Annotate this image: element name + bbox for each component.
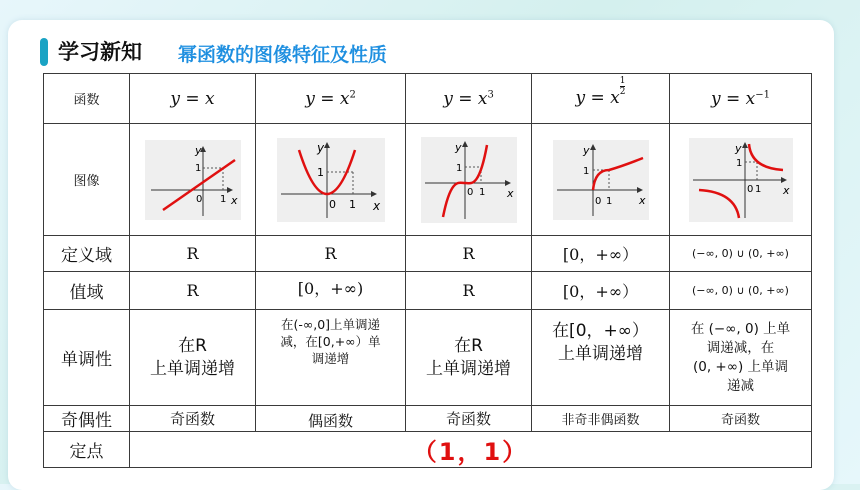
range-5: (−∞, 0) ∪ (0, +∞) [670,272,812,310]
mono-4 [532,310,670,406]
graph-y-equals-x-squared [277,138,385,222]
mono-1-line-2: 上单调递增 [150,358,235,379]
fixed-point-cell [130,432,812,468]
row-range [44,272,812,310]
graph-4-y-label: y [582,143,590,157]
mono-2-line-1: 在(-∞,0]上单调递 [280,317,381,332]
fixed-point-value: （1，1） [412,438,529,466]
domain-4: [0，+∞） [532,236,670,272]
graph-5-y-one: 1 [735,157,742,169]
row-domain [44,236,812,272]
graph-4-x-label: x [638,193,646,207]
graph-5-y-label: y [734,141,742,155]
graph-3-x-label: x [506,186,514,200]
mono-5-line-2: 调递减，在 [706,339,775,356]
graph-1-cell [130,124,256,236]
graph-5-x-label: x [782,183,790,197]
graph-2-cell [256,124,406,236]
mono-2 [256,310,406,406]
title-marker [40,38,48,66]
mono-5-line-4: 递减 [727,377,754,394]
mono-2-line-2: 减，在[0,+∞）单 [280,334,381,349]
range-1: R [130,272,256,310]
topic-title: 幂函数的图像特征及性质 [178,44,388,66]
graph-3-y-one: 1 [455,162,462,174]
func-2-exp: 2 [349,88,356,100]
range-3: R [406,272,532,310]
func-3-exp: 3 [487,88,494,100]
func-3-base: y = x [443,88,488,109]
graph-5-x-one: 1 [754,183,761,195]
label-domain: 定义域 [44,236,130,272]
graph-1-y-one: 1 [194,162,201,174]
row-monotonicity [44,310,812,406]
mono-4-line-1: 在[0，+∞） [552,321,649,341]
mono-1-line-1: 在R [178,335,207,356]
graph-y-equals-reciprocal-x [689,138,793,222]
row-parity [44,406,812,432]
row-fixed-point [44,432,812,468]
label-graph: 图像 [44,124,130,236]
graph-2-y-one: 1 [316,165,324,179]
row-graph [44,124,812,236]
label-fixed-point: 定点 [44,432,130,468]
graph-4-cell [532,124,670,236]
label-function: 函数 [44,74,130,124]
graph-3-y-label: y [454,140,462,154]
func-1 [130,74,256,124]
graph-1-origin: 0 [195,193,202,205]
graph-3-cell [406,124,532,236]
range-4: [0，+∞） [532,272,670,310]
parity-1: 奇函数 [130,406,256,432]
graph-2-origin: 0 [328,197,336,211]
func-4 [532,74,670,124]
graph-y-equals-sqrt-x [553,140,649,220]
parity-3: 奇函数 [406,406,532,432]
graph-4-x-one: 1 [605,195,612,207]
mono-5-line-1: 在 (−∞, 0) 上单 [690,320,791,337]
func-4-exp-den: 2 [619,87,626,97]
func-2 [256,74,406,124]
domain-2: R [256,236,406,272]
graph-4-y-one: 1 [582,165,589,177]
label-monotonicity: 单调性 [44,310,130,406]
mono-3-line-1: 在R [454,335,483,356]
graph-y-equals-x [145,140,241,220]
parity-4: 非奇非偶函数 [532,406,670,432]
section-title: 学习新知 [58,40,142,64]
graph-3-x-one: 1 [478,186,485,198]
domain-1: R [130,236,256,272]
domain-5: (−∞, 0) ∪ (0, +∞) [670,236,812,272]
graph-2-y-label: y [316,140,324,155]
graph-4-origin: 0 [594,195,601,207]
mono-5 [670,310,812,406]
func-5-exp: −1 [755,88,770,100]
graph-2-x-label: x [372,198,380,213]
func-4-base: y = x [575,88,620,108]
func-5-base: y = x [711,88,756,109]
mono-1 [130,310,256,406]
power-function-table [43,73,812,468]
func-4-exp-num: 1 [619,76,626,86]
func-5 [670,74,812,124]
parity-5: 奇函数 [670,406,812,432]
graph-5-cell [670,124,812,236]
mono-3-line-2: 上单调递增 [426,358,511,379]
graph-1-x-label: x [230,193,238,207]
graph-1-y-label: y [194,143,202,157]
graph-1-x-one: 1 [219,193,226,205]
domain-3: R [406,236,532,272]
mono-4-line-2: 上单调递增 [558,344,643,364]
graph-5-origin: 0 [746,183,753,195]
label-parity: 奇偶性 [44,406,130,432]
func-2-base: y = x [305,88,350,109]
graph-2-x-one: 1 [348,197,356,211]
func-3 [406,74,532,124]
graph-y-equals-x-cubed [421,137,517,223]
label-range: 值域 [44,272,130,310]
mono-2-line-3: 调递增 [311,351,350,366]
parity-2: 偶函数 [256,406,406,432]
mono-5-line-3: (0, +∞) 上单调 [692,358,789,375]
mono-3 [406,310,532,406]
graph-3-origin: 0 [466,186,473,198]
range-2: [0，+∞) [256,272,406,310]
row-function [44,74,812,124]
func-1-base: y = x [170,88,215,109]
